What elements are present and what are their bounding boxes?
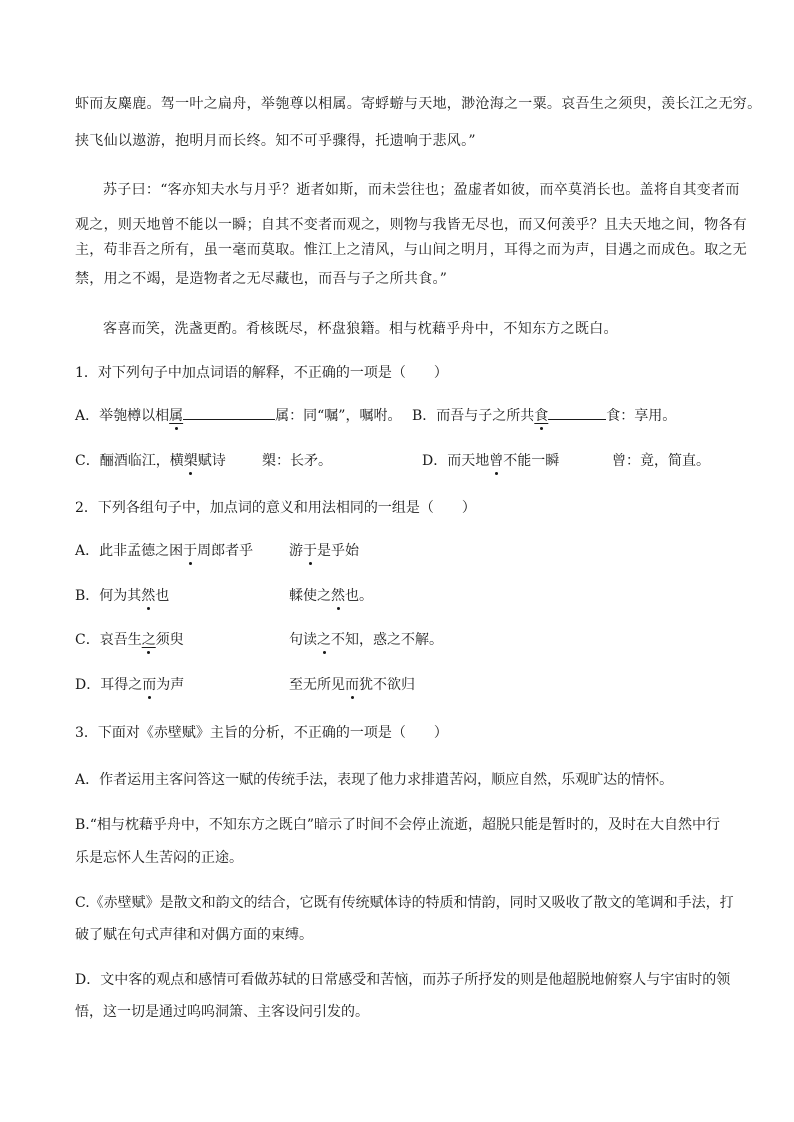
passage-line-2: 挟飞仙以遨游，抱明月而长终。知不可乎骤得，托遗响于悲风。” bbox=[75, 133, 476, 149]
dotted-word: 之 bbox=[317, 632, 331, 648]
option-text: 也 bbox=[155, 588, 170, 604]
option-text: 为声 bbox=[156, 677, 185, 693]
question-1-option-c-explanation: 槊：长矛。 bbox=[262, 453, 332, 469]
option-text: A．举匏樽以相 bbox=[75, 408, 170, 424]
dotted-word: 然 bbox=[141, 588, 156, 604]
option-text: 不能一瞬 bbox=[503, 453, 560, 469]
dotted-word: 之 bbox=[141, 632, 156, 648]
question-2-option-a-left bbox=[75, 541, 253, 561]
option-text: 不知，惑之不解。 bbox=[331, 632, 443, 648]
dotted-word: 曾 bbox=[489, 453, 504, 469]
question-3-stem: 3．下面对《赤壁赋》主旨的分析，不正确的一项是（ ） bbox=[75, 725, 448, 741]
option-text: 句读 bbox=[289, 632, 317, 648]
question-3-option-c-line-2: 破了赋在句式声律和对偶方面的束缚。 bbox=[75, 927, 313, 943]
dotted-word: 然 bbox=[331, 588, 345, 604]
option-text: C．哀吾生 bbox=[75, 632, 142, 648]
option-text: D．耳得之 bbox=[75, 677, 143, 693]
option-text: 须臾 bbox=[155, 632, 184, 648]
dotted-word: 属 bbox=[169, 408, 184, 424]
option-text: D．而天地 bbox=[422, 453, 490, 469]
question-3-option-c-line-1: C.《赤壁赋》是散文和韵文的结合，它既有传统赋体诗的特质和情韵，同时又吸收了散文的笔调和手法，打 bbox=[75, 895, 734, 911]
dotted-word: 而 bbox=[345, 677, 359, 693]
option-text: 周郎者乎 bbox=[197, 543, 254, 559]
option-text: 輮使之 bbox=[289, 588, 331, 604]
dotted-word: 于 bbox=[303, 543, 317, 559]
option-text: 是乎始 bbox=[317, 543, 359, 559]
question-3-option-b-line-2: 乐是忘怀人生苦闷的正途。 bbox=[75, 850, 243, 866]
option-text: 犹不欲归 bbox=[359, 677, 415, 693]
question-1-option-d-explanation: 曾：竟，简直。 bbox=[612, 453, 710, 469]
question-2-option-a-right bbox=[289, 541, 359, 561]
question-2-option-c-left bbox=[75, 630, 184, 650]
question-2-option-b-left bbox=[75, 586, 169, 606]
question-1-option-c bbox=[75, 451, 226, 471]
question-2-option-c-right bbox=[289, 630, 443, 650]
dotted-word: 而 bbox=[142, 677, 157, 693]
question-3-option-d-line-2: 悟，这一切是通过呜呜洞箫、主客设问引发的。 bbox=[75, 1004, 369, 1020]
option-text: 游 bbox=[289, 543, 303, 559]
question-2-option-d-left bbox=[75, 675, 184, 695]
question-1-option-d bbox=[422, 451, 559, 471]
question-1-stem: 1．对下列句子中加点词语的解释，不正确的一项是（ ） bbox=[75, 365, 448, 381]
question-1-option-a bbox=[75, 405, 401, 426]
passage-line-1: 虾而友麋鹿。驾一叶之扁舟，举匏尊以相属。寄蜉蝣与天地，渺沧海之一粟。哀吾生之须臾，羡长江之无穷。 bbox=[75, 96, 762, 112]
option-text: 赋诗 bbox=[197, 453, 226, 469]
question-2-option-d-right bbox=[289, 675, 415, 695]
option-text: B．何为其 bbox=[75, 588, 142, 604]
passage-line-3: 苏子曰：“客亦知夫水与月乎？逝者如斯，而未尝往也；盈虚者如彼，而卒莫消长也。盖将自其变者而 bbox=[103, 182, 740, 198]
passage-line-4: 观之，则天地曾不能以一瞬；自其不变者而观之，则物与我皆无尽也，而又何羡乎？且夫天地之间，物各有 bbox=[75, 217, 748, 233]
option-explanation: 属：同“嘱”，嘱咐。 bbox=[275, 408, 402, 424]
answer-blank bbox=[548, 405, 606, 420]
dotted-word: 于 bbox=[183, 543, 198, 559]
question-3-option-a: A．作者运用主客问答这一赋的传统手法，表现了他力求排遣苦闷，顺应自然，乐观旷达的情怀。 bbox=[75, 772, 674, 788]
answer-blank bbox=[183, 405, 275, 420]
option-explanation: 食：享用。 bbox=[606, 408, 677, 424]
option-text: 也。 bbox=[345, 588, 373, 604]
option-text: C．酾酒临江，横 bbox=[75, 453, 184, 469]
question-3-option-b-line-1: B.“相与枕藉乎舟中，不知东方之既白”暗示了时间不会停止流逝，超脱只能是暂时的，及时在大自然中行 bbox=[75, 817, 721, 833]
option-text: 至无所见 bbox=[289, 677, 345, 693]
question-2-stem: 2．下列各组句子中，加点词的意义和用法相同的一组是（ ） bbox=[75, 500, 476, 516]
question-3-option-d-line-1: D．文中客的观点和感情可看做苏轼的日常感受和苦恼，而苏子所抒发的则是他超脱地俯察人与宇宙时的领 bbox=[75, 972, 731, 988]
dotted-word: 槊 bbox=[183, 453, 198, 469]
passage-line-6: 禁，用之不竭，是造物者之无尽藏也，而吾与子之所共食。” bbox=[75, 271, 448, 287]
passage-line-7: 客喜而笑，洗盏更酌。肴核既尽，杯盘狼籍。相与枕藉乎舟中，不知东方之既白。 bbox=[103, 321, 618, 337]
passage-line-5: 主，苟非吾之所有，虽一毫而莫取。惟江上之清风，与山间之明月，耳得之而为声，目遇之而成色。取之无 bbox=[75, 242, 748, 258]
question-1-option-b bbox=[412, 405, 676, 426]
option-text: B．而吾与子之所共 bbox=[412, 408, 535, 424]
dotted-word: 食 bbox=[534, 408, 549, 424]
option-text: A．此非孟德之困 bbox=[75, 543, 184, 559]
question-2-option-b-right bbox=[289, 586, 373, 606]
